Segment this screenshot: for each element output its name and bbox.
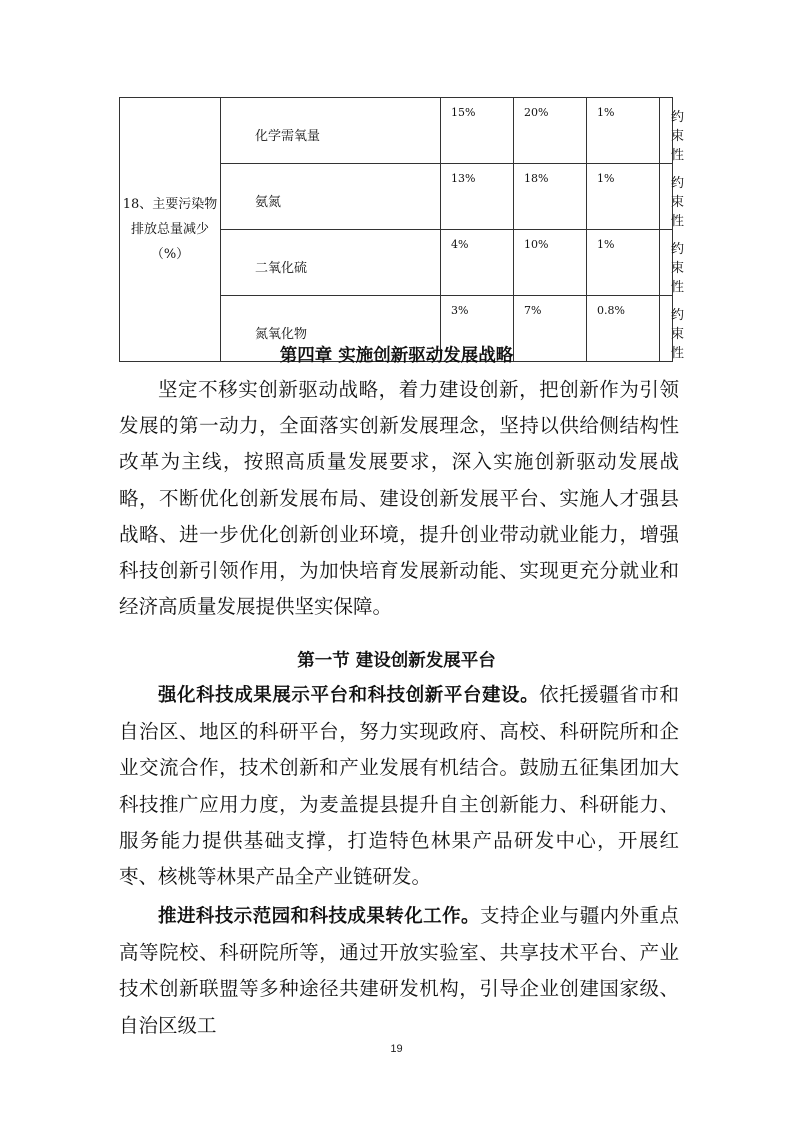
type-cell: 约束性: [660, 98, 673, 164]
category-cell: 18、主要污染物排放总量减少（%）: [120, 98, 221, 362]
type-cell: 约束性: [660, 296, 673, 362]
indicator-cell: 二氧化硫: [221, 230, 441, 296]
value-cell: 1%: [587, 98, 660, 164]
value-cell: 10%: [514, 230, 587, 296]
value-cell: 0.8%: [587, 296, 660, 362]
type-cell: 约束性: [660, 164, 673, 230]
value-cell: 18%: [514, 164, 587, 230]
paragraph-lead: 推进科技示范园和科技成果转化工作。: [158, 906, 481, 927]
value-cell: 1%: [587, 230, 660, 296]
section-title: 第一节 建设创新发展平台: [297, 651, 496, 671]
paragraph-text: 依托援疆省市和自治区、地区的科研平台，努力实现政府、高校、科研院所和企业交流合作，技术创新和产业发展有机结合。鼓励五征集团加大科技推广应用力度，为麦盖提县提升自主创新能力、科研能力、服务能力提供基础支撑，打造特色林果产品研发中心，开展红枣、核桃等林果产品全产业链研发。: [119, 683, 679, 889]
paragraph: [119, 677, 679, 895]
paragraph: [119, 898, 679, 1044]
value-cell: 13%: [441, 164, 514, 230]
value-cell: 1%: [587, 164, 660, 230]
indicator-cell: 化学需氧量: [221, 98, 441, 164]
chapter-intro: 坚定不移实创新驱动战略，着力建设创新，把创新作为引领发展的第一动力，全面落实创新发展理念，坚持以供给侧结构性改革为主线，按照高质量发展要求，深入实施创新驱动发展战略，不断优化创新发展布局、建设创新发展平台、实施人才强县战略、进一步优化创新创业环境，提升创业带动就业能力，增强科技创新引领作用，为加快培育发展新动能、实现更充分就业和经济高质量发展提供坚实保障。: [119, 378, 679, 619]
pollutant-reduction-table: [119, 97, 685, 362]
value-cell: 20%: [514, 98, 587, 164]
page-number: 19: [390, 1043, 403, 1055]
value-cell: 4%: [441, 230, 514, 296]
indicator-cell: 氨氮: [221, 164, 441, 230]
paragraph-text: 支持企业与疆内外重点高等院校、科研院所等，通过开放实验室、共享技术平台、产业技术创新联盟等多种途径共建研发机构，引导企业创建国家级、自治区级工: [119, 904, 679, 1037]
paragraph-lead: 强化科技成果展示平台和科技创新平台建设。: [158, 685, 540, 706]
type-cell: 约束性: [660, 230, 673, 296]
table-row: [120, 98, 673, 164]
chapter-title: 第四章 实施创新驱动发展战略: [279, 346, 514, 366]
indicator-cell: 氮氧化物: [221, 296, 441, 362]
value-cell: 15%: [441, 98, 514, 164]
value-cell: 7%: [514, 296, 587, 362]
value-cell: 3%: [441, 296, 514, 362]
